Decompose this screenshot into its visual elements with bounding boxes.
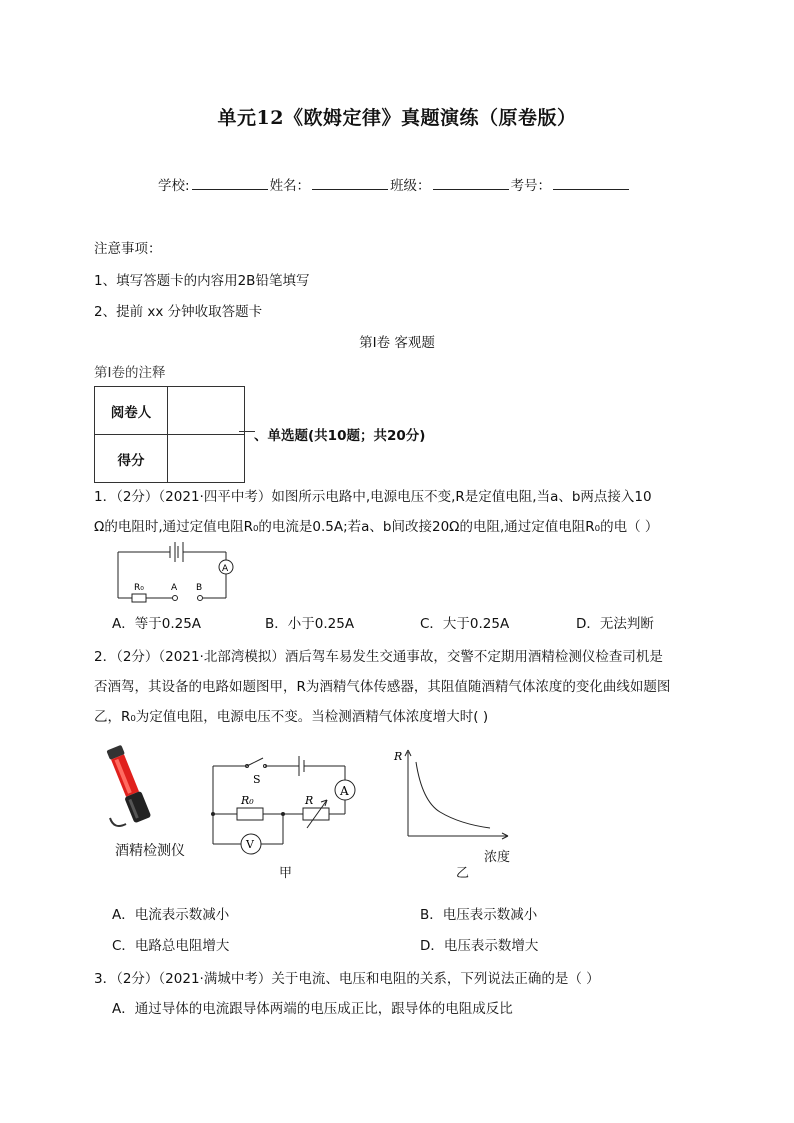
name-label: 姓名：	[269, 178, 311, 194]
q1-stem-line1: 1．（2分）（2021·四平中考）如图所示电路中,电源电压不变,R是定值电阻,当a、b两点接入10	[94, 489, 652, 505]
q1-option-b[interactable]: B．小于0.25A	[265, 616, 355, 632]
q2-voltmeter-label: V	[246, 838, 254, 851]
reviewer-label: 阅卷人	[95, 387, 168, 435]
q2-graph-yi	[392, 746, 512, 846]
score-label: 得分	[95, 435, 168, 483]
question-3	[94, 964, 706, 994]
q3-stem: 3．（2分）（2021·满城中考）关于电流、电压和电阻的关系，下列说法正确的是（ ）	[94, 971, 600, 987]
q1-circuit-figure	[110, 538, 245, 608]
exam-no-label: 考号：	[510, 178, 552, 194]
q2-switch-label: S	[253, 773, 261, 786]
q2-jia-label: 甲	[279, 866, 293, 881]
q1-point-b-label: B	[196, 583, 203, 593]
notice-heading: 注意事项：	[94, 241, 162, 257]
section-title: 、单选题(共10题；共20分)	[254, 428, 426, 444]
school-blank[interactable]	[192, 176, 268, 190]
score-cell[interactable]	[168, 435, 245, 483]
notice-item-1: 1、填写答题卡的内容用2B铅笔填写	[94, 273, 310, 289]
q2-r-label: R	[305, 794, 314, 807]
q1-option-d[interactable]: D．无法判断	[576, 616, 654, 632]
q2-r0-label: R₀	[241, 794, 254, 807]
q2-option-b[interactable]: B．电压表示数减小	[420, 907, 538, 923]
q2-stem-line1: 2．（2分）（2021·北部湾模拟）酒后驾车易发生交通事故，交警不定期用酒精检测仪检查司机是	[94, 649, 663, 665]
exam-no-blank[interactable]	[553, 176, 629, 190]
q2-stem-line3: 乙，R₀为定值电阻，电源电压不变。当检测酒精气体浓度增大时( )	[94, 709, 489, 725]
score-table	[94, 386, 245, 483]
q2-yi-label: 乙	[456, 866, 470, 881]
breathalyzer-image	[96, 740, 166, 835]
q2-stem-line2: 否酒驾，其设备的电路如题图甲，R为酒精气体传感器，其阻值随酒精气体浓度的变化曲线如题图	[94, 679, 671, 695]
notice-item-2: 2、提前 xx 分钟收取答题卡	[94, 304, 263, 320]
q2-graph-y-label: R	[394, 750, 403, 763]
q1-point-a-label: A	[171, 583, 178, 593]
part-note: 第Ⅰ卷的注释	[94, 365, 166, 381]
q1-option-a[interactable]: A．等于0.25A	[112, 616, 202, 632]
q2-option-a[interactable]: A．电流表示数减小	[112, 907, 230, 923]
q1-ammeter-label: A	[222, 564, 229, 574]
q2-ammeter-label: A	[340, 784, 349, 798]
breathalyzer-label: 酒精检测仪	[115, 843, 185, 859]
school-label: 学校:	[158, 178, 190, 194]
q2-option-c[interactable]: C．电路总电阻增大	[112, 938, 230, 954]
question-1	[94, 482, 706, 542]
section-connector	[239, 431, 255, 432]
q3-option-a[interactable]: A．通过导体的电流跟导体两端的电压成正比，跟导体的电阻成反比	[112, 1001, 513, 1017]
q1-option-c[interactable]: C．大于0.25A	[420, 616, 510, 632]
q2-graph-x-label: 浓度	[484, 850, 511, 865]
class-blank[interactable]	[433, 176, 509, 190]
q2-option-d[interactable]: D．电压表示数增大	[420, 938, 539, 954]
question-2	[94, 642, 706, 732]
class-label: 班级：	[390, 178, 431, 194]
reviewer-cell[interactable]	[168, 387, 245, 435]
page-title: 单元12《欧姆定律》真题演练（原卷版）	[217, 107, 577, 129]
student-info-line	[158, 174, 631, 194]
part-title: 第Ⅰ卷 客观题	[359, 335, 435, 351]
q1-r0-label: R₀	[134, 583, 144, 593]
name-blank[interactable]	[312, 176, 388, 190]
q2-circuit-jia	[205, 752, 365, 862]
q1-stem-line2: Ω的电阻时,通过定值电阻R₀的电流是0.5A;若a、b间改接20Ω的电阻,通过定值电阻R₀的电（ ）	[94, 519, 659, 535]
